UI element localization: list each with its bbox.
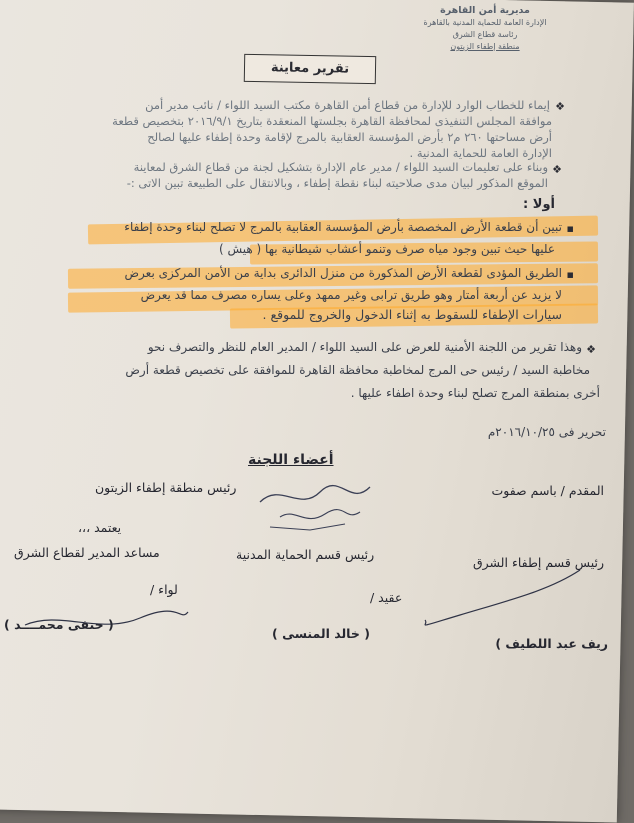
finding-1-line-1: تبين أن قطعة الأرض المخصصة بأرض المؤسسة العقابية بالمرج لا تصلح لبناء وحدة إطفاء bbox=[124, 220, 562, 234]
header-line-1: مديرية أمن القاهرة bbox=[440, 5, 530, 16]
first-label: أولا : bbox=[523, 197, 555, 212]
finding-2-line-1: الطريق المؤدى لقطعة الأرض المذكورة من منزل الدائرى بداية من الأمن المركزى بعرض bbox=[124, 266, 562, 280]
conclusion-line-1: وهذا تقرير من اللجنة الأمنية للعرض على السيد اللواء / المدير العام للنظر والتصرف نحو bbox=[147, 340, 582, 354]
signature-scribble bbox=[250, 472, 380, 542]
bullet-icon: ▪ bbox=[566, 268, 574, 281]
header-line-2: الإدارة العامة للحماية المدنية بالقاهرة bbox=[423, 18, 547, 27]
date-line: تحرير فى ٢٠١٦/١٠/٢٥م bbox=[487, 425, 606, 439]
p2-line-2: الموقع المذكور لبيان مدى صلاحيته لبناء نقطة إطفاء ، وبالانتقال على الطبيعة تبين الاتى :- bbox=[126, 176, 548, 190]
name-khaled: ( خالد المنسى ) bbox=[272, 626, 370, 641]
approve-label: يعتمد ،،، bbox=[78, 520, 122, 535]
bullet-icon: ❖ bbox=[555, 100, 565, 113]
committee-title: أعضاء اللجنة bbox=[248, 452, 334, 468]
bullet-icon: ❖ bbox=[552, 163, 562, 176]
member-east-firefighting-role: رئيس قسم إطفاء الشرق bbox=[472, 555, 604, 570]
conclusion-line-3: أخرى بمنطقة المرج تصلح لبناء وحدة اطفاء عليها . bbox=[350, 386, 600, 400]
finding-2-line-2: لا يزيد عن أربعة أمتار وهو طريق ترابى وغير ممهد وعلى يساره مصرف مما قد يعرض bbox=[140, 288, 562, 302]
p1-line-3: أرض مساحتها ٢٦٠ م٢ بأرض المؤسسة العقابية بالمرج لإقامة وحدة إطفاء عليها لصالح bbox=[147, 130, 552, 144]
bullet-icon: ▪ bbox=[566, 222, 574, 235]
p2-line-1: وبناء على تعليمات السيد اللواء / مدير عام الإدارة بتشكيل لجنة من قطاع الشرق لمعاينة bbox=[133, 160, 548, 174]
bullet-icon: ❖ bbox=[586, 343, 596, 356]
conclusion-line-2: مخاطبة السيد / رئيس حى المرج لمخاطبة محافظة القاهرة للموافقة على تخصيص قطعة أرض bbox=[125, 363, 590, 377]
name-abdellatif: ريف عبد اللطيف ) bbox=[495, 636, 608, 651]
report-title: تقرير معاينة bbox=[244, 54, 376, 84]
rank-general: لواء / bbox=[150, 582, 178, 597]
name-hanafy: ( حنفى محمــــد ) bbox=[4, 617, 114, 632]
member-zeitoun-role: رئيس منطقة إطفاء الزيتون bbox=[95, 480, 237, 495]
header-line-3: رئاسة قطاع الشرق bbox=[452, 30, 518, 39]
rank-colonel: عقيد / bbox=[370, 590, 403, 605]
signature-scribble bbox=[420, 560, 590, 630]
member-basem-role: المقدم / باسم صفوت bbox=[491, 483, 604, 498]
p1-line-1: إيماء للخطاب الوارد للإدارة من قطاع أمن القاهرة مكتب السيد اللواء / نائب مدير أمن bbox=[145, 98, 550, 112]
member-east-assistant-role: مساعد المدير لقطاع الشرق bbox=[14, 545, 160, 560]
finding-1-line-2: عليها حيث تبين وجود مياه صرف وتنمو أعشاب شيطانية بها ( هيش ) bbox=[218, 242, 555, 256]
finding-2-line-3: سيارات الإطفاء للسقوط به إثناء الدخول والخروج للموقع . bbox=[262, 307, 562, 322]
p1-line-2: موافقة المجلس التنفيذى لمحافظة القاهرة بجلستها المنعقدة بتاريخ ٢٠١٦/٩/١ بتخصيص قطعة bbox=[112, 114, 552, 128]
member-civil-protection-role: رئيس قسم الحماية المدنية bbox=[236, 547, 375, 562]
p1-line-4: الإدارة العامة للحماية المدنية . bbox=[409, 146, 552, 160]
header-line-4: منطقة إطفاء الزيتون bbox=[450, 42, 520, 51]
header-block bbox=[415, 5, 555, 53]
